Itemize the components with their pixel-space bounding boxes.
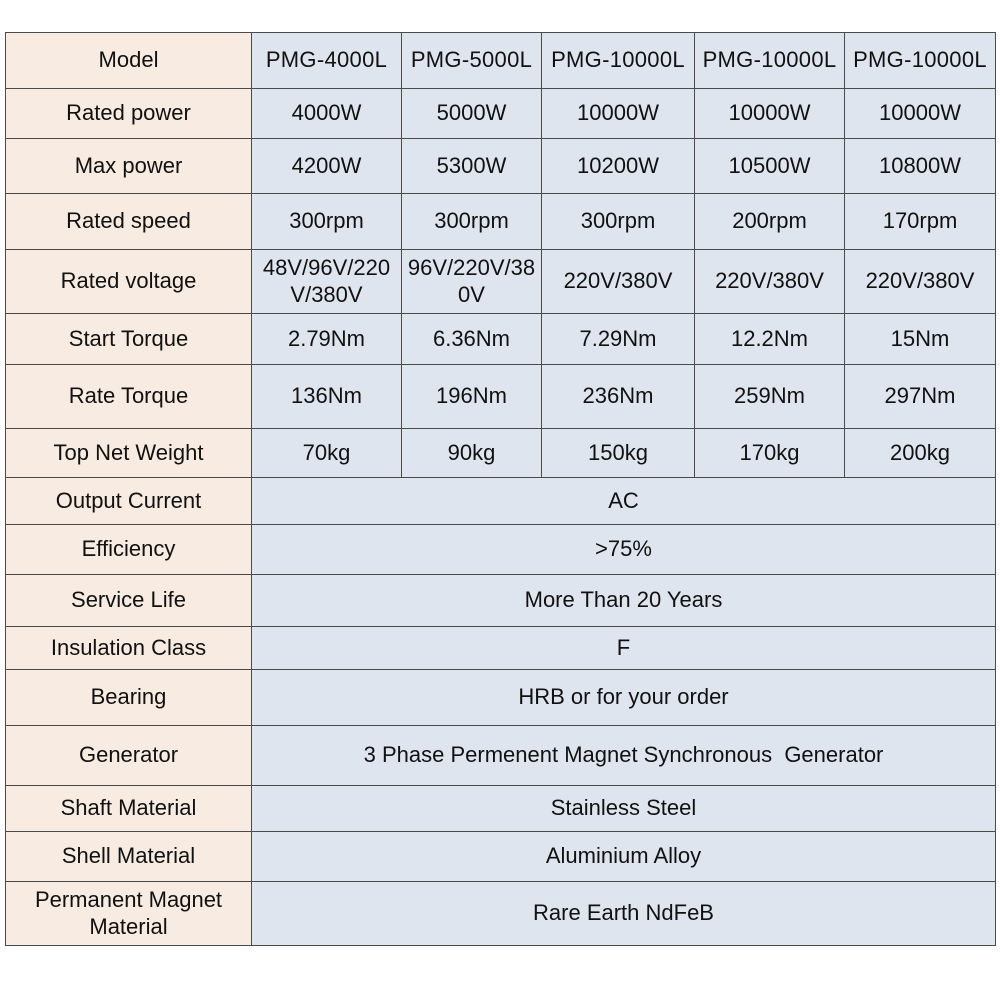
- spec-value-cell: 10800W: [845, 139, 996, 194]
- spec-value-cell: 7.29Nm: [542, 314, 695, 365]
- shared-value-cell: >75%: [252, 525, 996, 575]
- row-label: Max power: [6, 139, 252, 194]
- spec-value-cell: 300rpm: [252, 194, 402, 250]
- spec-row-rate-torque: [6, 365, 996, 429]
- spec-row-efficiency: [6, 525, 996, 575]
- row-label: Bearing: [6, 670, 252, 726]
- spec-value-cell: 220V/380V: [845, 250, 996, 314]
- spec-row-rated-power: [6, 89, 996, 139]
- spec-value-cell: 48V/96V/220V/380V: [252, 250, 402, 314]
- shared-value-cell: 3 Phase Permenent Magnet Synchronous Generator: [252, 726, 996, 786]
- shared-value-cell: HRB or for your order: [252, 670, 996, 726]
- model-header-cell: PMG-4000L: [252, 33, 402, 89]
- spec-value-cell: 5000W: [402, 89, 542, 139]
- spec-value-cell: 297Nm: [845, 365, 996, 429]
- spec-row-start-torque: [6, 314, 996, 365]
- spec-value-cell: 300rpm: [402, 194, 542, 250]
- spec-value-cell: 10000W: [845, 89, 996, 139]
- model-header-cell: PMG-10000L: [695, 33, 845, 89]
- row-label: Rated voltage: [6, 250, 252, 314]
- spec-value-cell: 70kg: [252, 429, 402, 478]
- model-header-cell: PMG-10000L: [845, 33, 996, 89]
- spec-value-cell: 96V/220V/380V: [402, 250, 542, 314]
- spec-value-cell: 4200W: [252, 139, 402, 194]
- row-label: Permanent Magnet Material: [6, 882, 252, 946]
- row-label: Rate Torque: [6, 365, 252, 429]
- shared-value-cell: AC: [252, 478, 996, 525]
- row-label: Generator: [6, 726, 252, 786]
- spec-value-cell: 220V/380V: [542, 250, 695, 314]
- row-label: Rated speed: [6, 194, 252, 250]
- spec-value-cell: 4000W: [252, 89, 402, 139]
- row-label: Service Life: [6, 575, 252, 627]
- spec-row-shell-material: [6, 832, 996, 882]
- row-label: Output Current: [6, 478, 252, 525]
- spec-row-output-current: [6, 478, 996, 525]
- model-header-cell: PMG-10000L: [542, 33, 695, 89]
- spec-value-cell: 170rpm: [845, 194, 996, 250]
- spec-row-permanent-magnet-material: [6, 882, 996, 946]
- spec-value-cell: 5300W: [402, 139, 542, 194]
- spec-value-cell: 10500W: [695, 139, 845, 194]
- spec-value-cell: 10000W: [695, 89, 845, 139]
- spec-value-cell: 200rpm: [695, 194, 845, 250]
- row-label: Start Torque: [6, 314, 252, 365]
- header-row: [6, 33, 996, 89]
- row-label: Shaft Material: [6, 786, 252, 832]
- shared-value-cell: Rare Earth NdFeB: [252, 882, 996, 946]
- spec-value-cell: 90kg: [402, 429, 542, 478]
- spec-value-cell: 220V/380V: [695, 250, 845, 314]
- shared-value-cell: Stainless Steel: [252, 786, 996, 832]
- spec-row-rated-voltage: [6, 250, 996, 314]
- row-label: Rated power: [6, 89, 252, 139]
- spec-row-shaft-material: [6, 786, 996, 832]
- row-label: Top Net Weight: [6, 429, 252, 478]
- spec-row-max-power: [6, 139, 996, 194]
- spec-value-cell: 10000W: [542, 89, 695, 139]
- spec-value-cell: 259Nm: [695, 365, 845, 429]
- spec-value-cell: 2.79Nm: [252, 314, 402, 365]
- spec-value-cell: 196Nm: [402, 365, 542, 429]
- spec-value-cell: 15Nm: [845, 314, 996, 365]
- spec-table: [5, 32, 996, 946]
- spec-value-cell: 200kg: [845, 429, 996, 478]
- spec-row-generator: [6, 726, 996, 786]
- model-header-cell: PMG-5000L: [402, 33, 542, 89]
- header-label-cell: Model: [6, 33, 252, 89]
- spec-value-cell: 6.36Nm: [402, 314, 542, 365]
- spec-value-cell: 136Nm: [252, 365, 402, 429]
- shared-value-cell: Aluminium Alloy: [252, 832, 996, 882]
- spec-row-service-life: [6, 575, 996, 627]
- spec-row-rated-speed: [6, 194, 996, 250]
- spec-value-cell: 150kg: [542, 429, 695, 478]
- shared-value-cell: More Than 20 Years: [252, 575, 996, 627]
- spec-row-bearing: [6, 670, 996, 726]
- spec-row-insulation-class: [6, 627, 996, 670]
- row-label: Shell Material: [6, 832, 252, 882]
- spec-value-cell: 170kg: [695, 429, 845, 478]
- row-label: Insulation Class: [6, 627, 252, 670]
- spec-value-cell: 300rpm: [542, 194, 695, 250]
- row-label: Efficiency: [6, 525, 252, 575]
- spec-row-top-net-weight: [6, 429, 996, 478]
- spec-value-cell: 10200W: [542, 139, 695, 194]
- shared-value-cell: F: [252, 627, 996, 670]
- spec-value-cell: 236Nm: [542, 365, 695, 429]
- spec-value-cell: 12.2Nm: [695, 314, 845, 365]
